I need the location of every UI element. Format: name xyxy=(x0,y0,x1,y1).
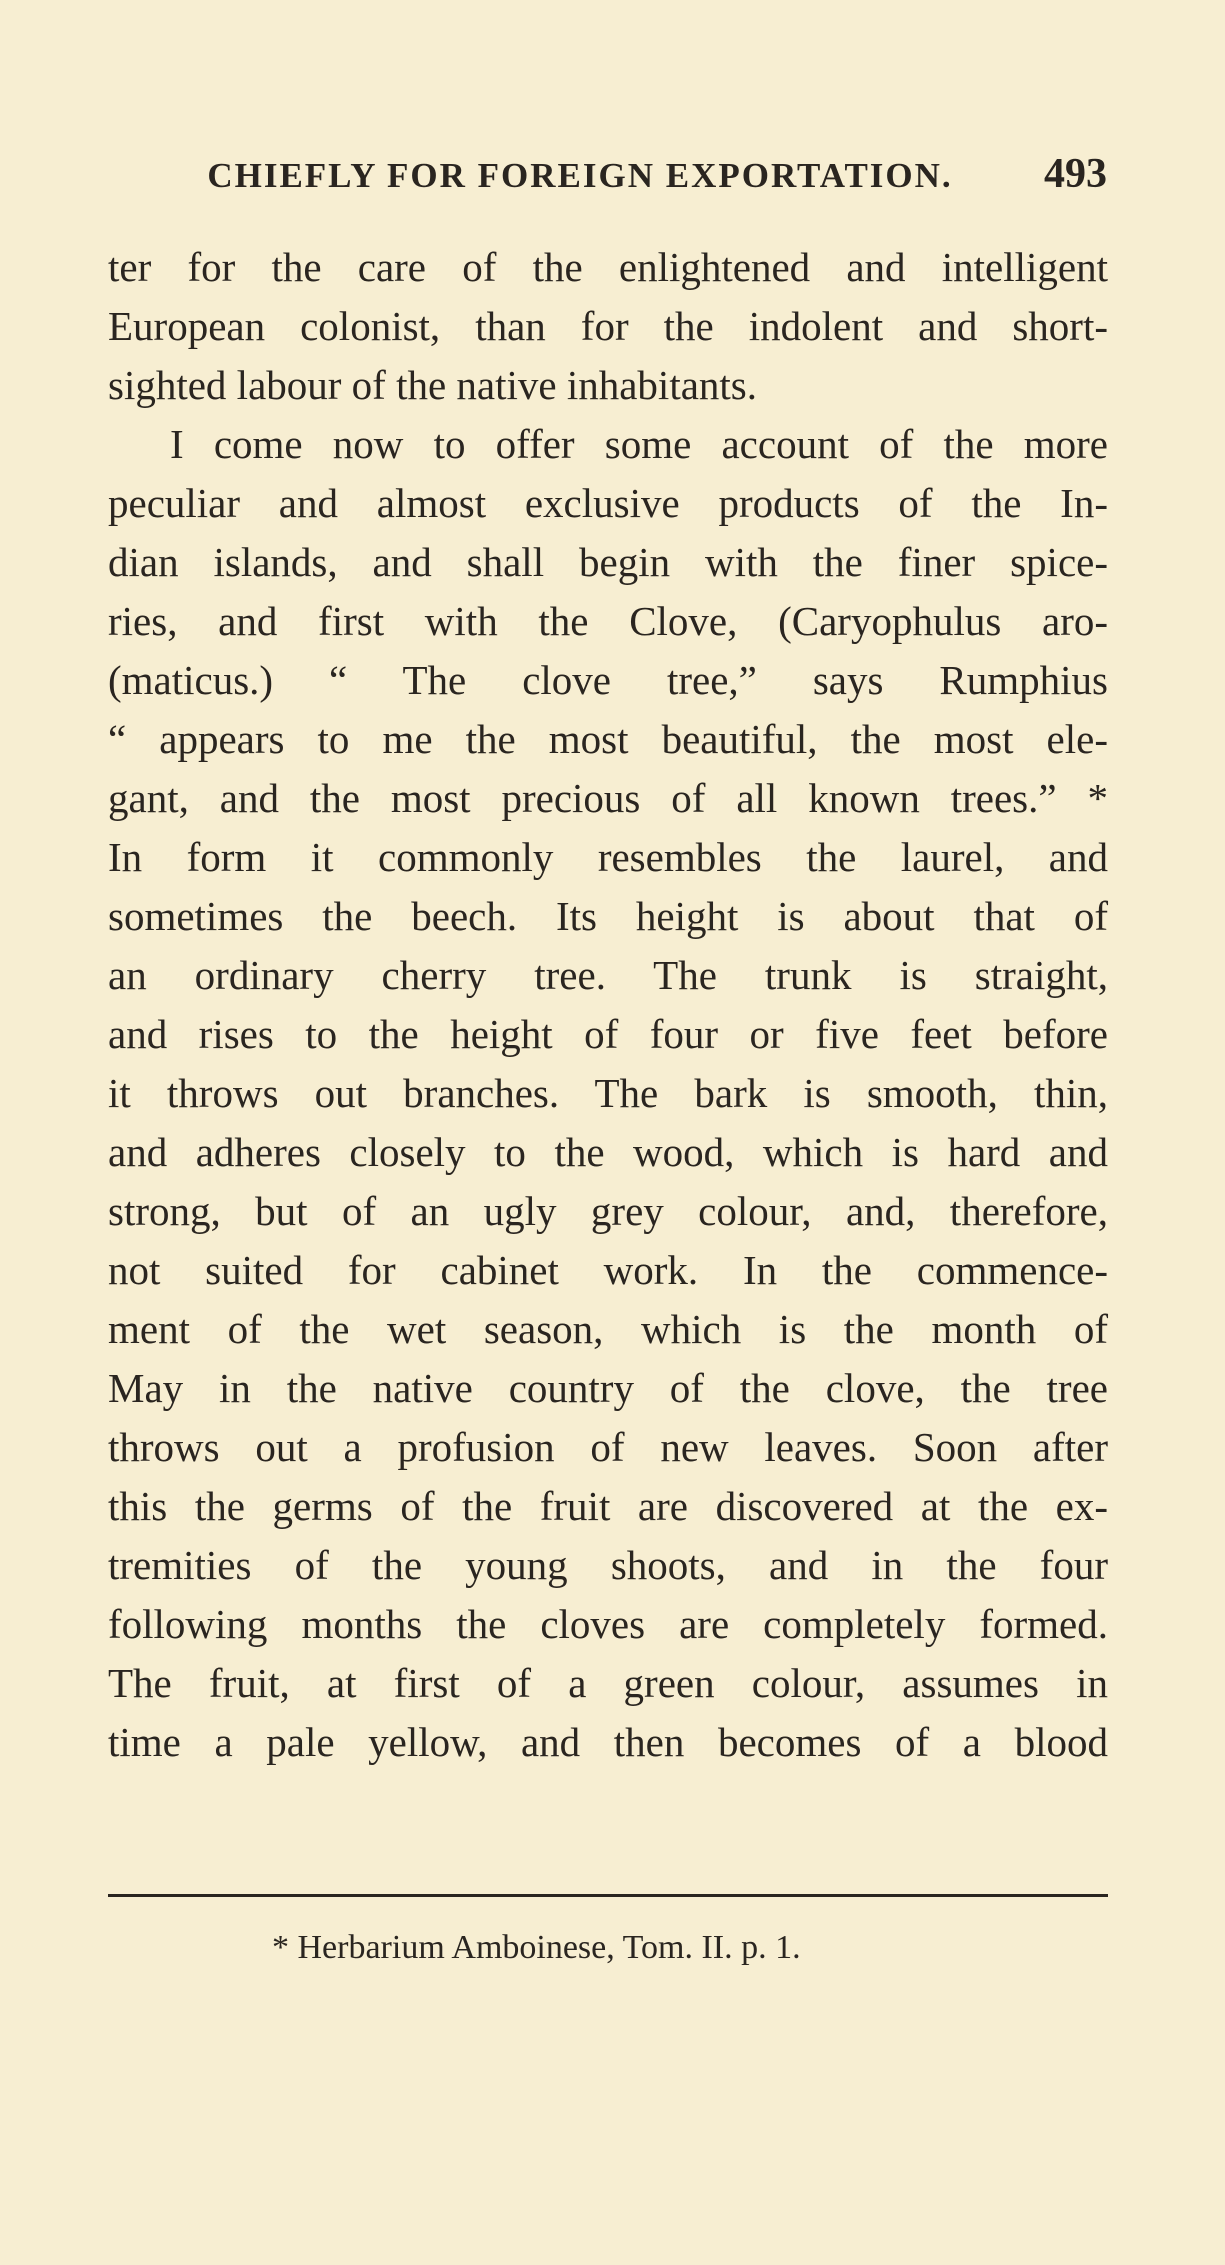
body-text xyxy=(108,238,1108,1772)
text-line: sometimes the beech. Its height is about that of xyxy=(108,893,1108,939)
text-line: peculiar and almost exclusive products of the In- xyxy=(108,480,1108,526)
text-line: an ordinary cherry tree. The trunk is straight, xyxy=(108,952,1108,998)
running-title: CHIEFLY FOR FOREIGN EXPORTATION. xyxy=(207,156,953,195)
page-number: 493 xyxy=(1044,151,1107,197)
text-line: time a pale yellow, and then becomes of a blood xyxy=(108,1719,1108,1765)
footnote-rule xyxy=(108,1894,1108,1897)
text-line: following months the cloves are completely formed. xyxy=(108,1601,1108,1647)
text-line: dian islands, and shall begin with the finer spice- xyxy=(108,539,1108,585)
text-line: strong, but of an ugly grey colour, and, therefore, xyxy=(108,1188,1108,1234)
text-line: I come now to offer some account of the more xyxy=(170,421,1108,467)
text-line: In form it commonly resembles the laurel, and xyxy=(108,834,1108,880)
footnote: * Herbarium Amboinese, Tom. II. p. 1. xyxy=(272,1929,801,1966)
text-line: ter for the care of the enlightened and intelligent xyxy=(108,244,1108,290)
text-line: throws out a profusion of new leaves. Soon after xyxy=(108,1424,1108,1470)
text-line: sighted labour of the native inhabitants. xyxy=(108,362,758,408)
text-line: ries, and first with the Clove, (Caryophulus aro- xyxy=(108,598,1108,644)
text-line: (maticus.) “ The clove tree,” says Rumphius xyxy=(108,657,1108,703)
text-line: European colonist, than for the indolent and short- xyxy=(108,303,1108,349)
text-line: this the germs of the fruit are discovered at the ex- xyxy=(108,1483,1108,1529)
text-line: and rises to the height of four or five feet before xyxy=(108,1011,1108,1057)
text-line: gant, and the most precious of all known trees.” * xyxy=(108,775,1108,821)
text-line: May in the native country of the clove, the tree xyxy=(108,1365,1108,1411)
text-line: tremities of the young shoots, and in the four xyxy=(108,1542,1108,1588)
running-head xyxy=(108,150,1107,200)
text-line: ment of the wet season, which is the month of xyxy=(108,1306,1108,1352)
text-line: The fruit, at first of a green colour, assumes in xyxy=(108,1660,1108,1706)
text-line: “ appears to me the most beautiful, the most ele- xyxy=(108,716,1108,762)
text-line: not suited for cabinet work. In the commence- xyxy=(108,1247,1108,1293)
text-line: it throws out branches. The bark is smooth, thin, xyxy=(108,1070,1108,1116)
text-line: and adheres closely to the wood, which is hard and xyxy=(108,1129,1108,1175)
